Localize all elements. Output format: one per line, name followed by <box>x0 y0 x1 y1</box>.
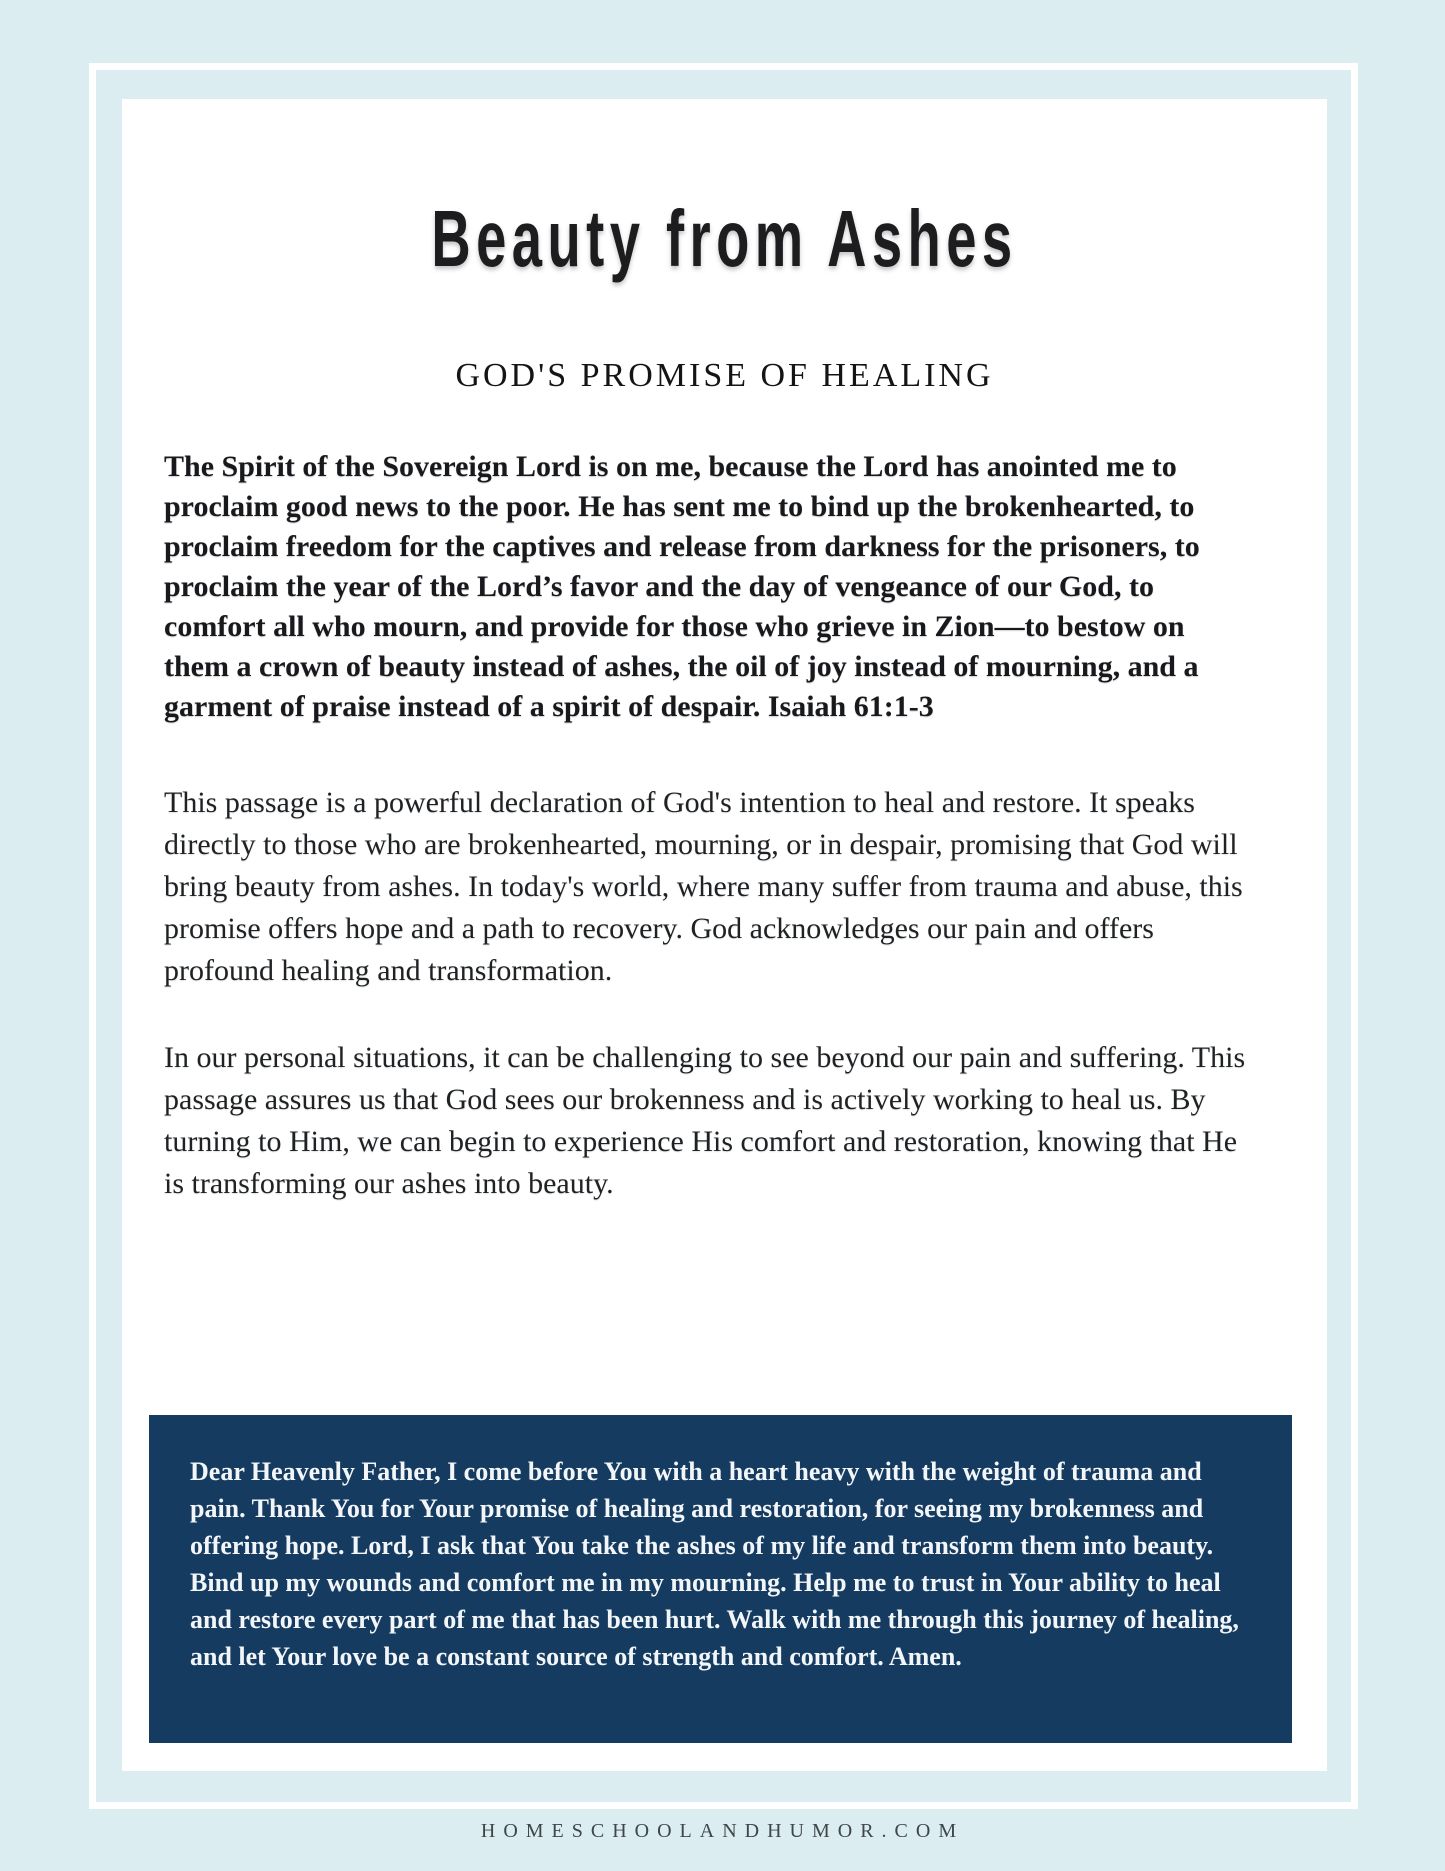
footer-url: HOMESCHOOLANDHUMOR.COM <box>480 1820 965 1842</box>
page-title: Beauty from Ashes <box>431 194 1018 283</box>
prayer-text: Dear Heavenly Father, I come before You with a heart heavy with the weight of trauma and pain. Thank You for Your promise of healing and restoration, for seeing my brokenness and offering hope. Lord, I ask that You take the ashes of my life and transform them into beauty. Bind up my wounds and comfort me in my mourning. Help me to trust in Your ability to heal and restore every part of me that has been hurt. Walk with me through this journey of healing, and let Your love be a constant source of strength and comfort. Amen. <box>190 1457 1239 1671</box>
commentary-paragraph-1: This passage is a powerful declaration of God's intention to heal and restore. It speaks directly to those who are brokenhearted, mourning, or in despair, promising that God will bring beauty from ashes. In today's world, where many suffer from trauma and abuse, this promise offers hope and a path to recovery. God acknowledges our pain and offers profound healing and transformation. <box>164 786 1243 987</box>
page-subtitle: GOD'S PROMISE OF HEALING <box>455 357 994 394</box>
content-card <box>122 99 1327 1771</box>
prayer-box <box>149 1415 1292 1743</box>
commentary-paragraph-2: In our personal situations, it can be challenging to see beyond our pain and suffering. This passage assures us that God sees our brokenness and is actively working to heal us. By turning to Him, we can begin to experience His comfort and restoration, knowing that He is transforming our ashes into beauty. <box>164 1041 1246 1200</box>
scripture-passage: The Spirit of the Sovereign Lord is on me, because the Lord has anointed me to proclaim good news to the poor. He has sent me to bind up the brokenhearted, to proclaim freedom for the captives and release from darkness for the prisoners, to proclaim the year of the Lord’s favor and the day of vengeance of our God, to comfort all who mourn, and provide for those who grieve in Zion—to bestow on them a crown of beauty instead of ashes, the oil of joy instead of mourning, and a garment of praise instead of a spirit of despair. Isaiah 61:1-3 <box>164 450 1200 723</box>
